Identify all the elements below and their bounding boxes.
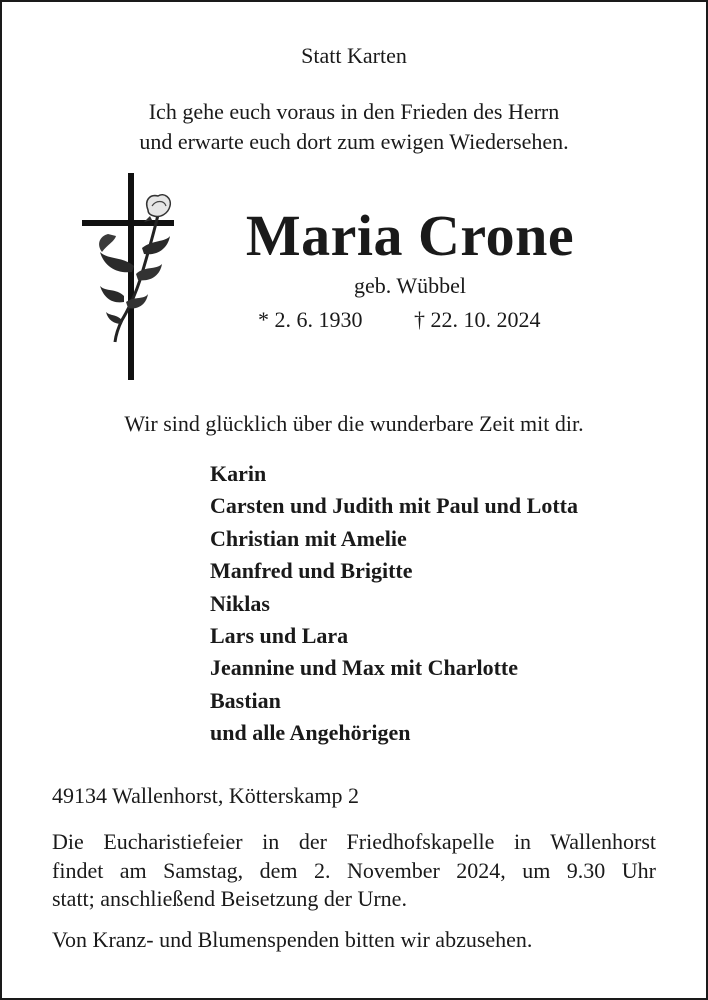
family-address: 49134 Wallenhorst, Kötterskamp 2	[52, 783, 360, 808]
statt-karten-heading: Statt Karten	[301, 43, 407, 68]
mourner-name: Carsten und Judith mit Paul und Lotta	[210, 493, 578, 519]
mourner-name: Bastian	[210, 687, 281, 713]
mourner-name: Jeannine und Max mit Charlotte	[210, 655, 518, 681]
mourner-name: Manfred und Brigitte	[210, 558, 413, 584]
verse-line-1: Ich gehe euch voraus in den Frieden des Herrn	[148, 99, 560, 124]
mourner-name: Lars und Lara	[210, 623, 349, 649]
service-line-2: findet am Samstag, dem 2. November 2024, um 9.30 Uhr	[52, 857, 656, 883]
deceased-name: Maria Crone	[245, 203, 575, 268]
mourner-name: und alle Angehörigen	[210, 720, 411, 746]
death-date: † 22. 10. 2024	[414, 307, 541, 332]
flowers-note: Von Kranz- und Blumenspenden bitten wir abzusehen.	[52, 927, 533, 952]
service-line-1: Die Eucharistiefeier in der Friedhofskapelle in Wallenhorst	[52, 829, 656, 854]
service-line-3: statt; anschließend Beisetzung der Urne.	[52, 886, 407, 911]
service-announcement	[52, 828, 656, 914]
cross-with-rose-icon	[78, 170, 178, 382]
verse-line-2: und erwarte euch dort zum ewigen Wiedersehen.	[139, 129, 569, 154]
mourners-list	[210, 458, 578, 750]
gratitude-line: Wir sind glücklich über die wunderbare Zeit mit dir.	[124, 411, 584, 436]
birth-date: * 2. 6. 1930	[258, 307, 363, 332]
mourner-name: Niklas	[210, 590, 270, 616]
mourner-name: Karin	[210, 461, 267, 486]
mourner-name: Christian mit Amelie	[210, 525, 407, 551]
maiden-name: geb. Wübbel	[353, 273, 466, 298]
